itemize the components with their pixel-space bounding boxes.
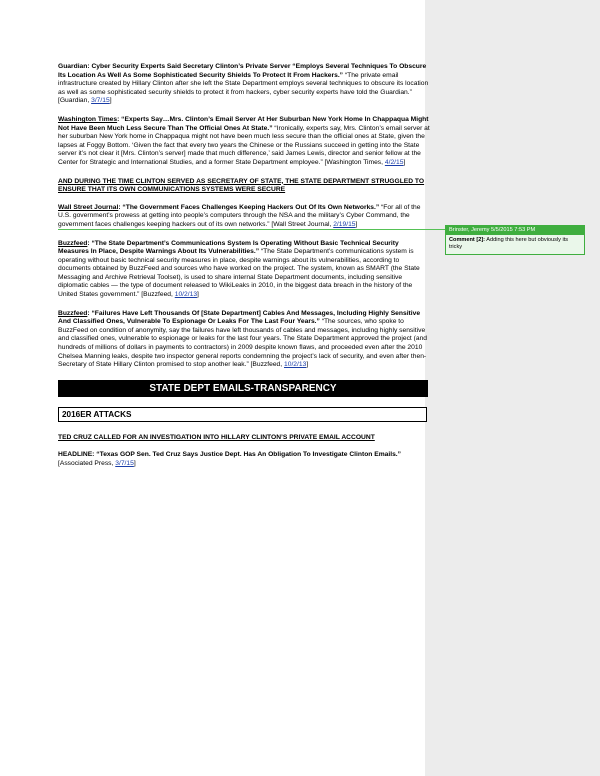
article-headline: “Experts Say…Mrs. Clinton’s Email Server At Her Suburban New York Home In Chappaqua Might Not Have Been Much Less Secure Than The Official Ones At State.” (58, 115, 429, 132)
headline-label: HEADLINE: (58, 451, 95, 459)
article-body: “For all of the U.S. government’s prowess at getting into people’s computers through the NSA and the military’s Cyber Command, the government faces challenges keeping hackers out of its own networks.” [Wall Street Journal, (58, 203, 421, 228)
article-source: Wall Street Journal (58, 203, 119, 211)
article-headline: “The Government Faces Challenges Keeping Hackers Out Of Its Own Networks.” (122, 203, 380, 211)
comment-author-time: Brinster, Jeremy 5/5/2015 7:53 PM (446, 226, 584, 235)
comment-connector-line (58, 229, 445, 230)
article-buzzfeed-2: Buzzfeed: “Failures Have Left Thousands Of [State Department] Cables And Messages, Including Highly Sensitive And Classified Ones, Vulnerable To Espionage Or Leaks For The Last Four Years.” “The sources, who spoke to BuzzFeed on condition of anonymity, say the failures have left thousands of cables and messages, including highly sensitive and classified ones, vulnerable to espionage or leaks for the last four years. The State Department approved the project (and hundreds of millions of dollars in payments to contractors) in 2009 despite known flaws, and proceeded even after the 2010 Chelsea Manning leaks, despite two inspector general reports condemning the project’s lack of security, and even after then-Secretary of State Hillary Clinton promised to stop another leak.” [Buzzfeed, 10/2/13] (58, 309, 428, 369)
article-source: Buzzfeed (58, 309, 88, 317)
article-body: “Ironically, experts say, Mrs. Clinton’s email server at her suburban New York home in Chappaqua might not have been much less secure than the official ones at State, given the lapses at Foggy Bottom. ‘Given the fact that every two years the Chinese or the Russians succeed in getting into the State server it’s not clear it [Mrs. Clinton’s server] made that much difference,’ said James Lewis, director and senior fellow at the Center for Strategic and International Studies, and a former State Department employee.” [Washington Times, (58, 124, 430, 166)
article-date-link[interactable]: 2/19/15 (333, 220, 356, 228)
comment-margin-pane (425, 0, 600, 776)
subsection-banner: 2016ER ATTACKS (58, 407, 427, 422)
article-source: Buzzfeed (58, 239, 88, 247)
comment-body (446, 235, 584, 254)
article-wsj: Wall Street Journal: “The Government Faces Challenges Keeping Hackers Out Of Its Own Networks.” “For all of the U.S. government’s prowess at getting into people’s computers through the NSA and the military’s Cyber Command, the government faces challenges keeping hackers out of its own networks.” [Wall Street Journal, 2/19/15] (58, 203, 421, 228)
subsection-heading: TED CRUZ CALLED FOR AN INVESTIGATION INTO HILLARY CLINTON’S PRIVATE EMAIL ACCOUNT (58, 433, 375, 441)
article-body: “The sources, who spoke to BuzzFeed on condition of anonymity, say the failures have left thousands of cables and messages, including highly sensitive and classified ones, vulnerable to espionage or leaks for the last four years. The State Department approved the project (and hundreds of millions of dollars in payments to contractors) in 2009 despite known flaws, and proceeded even after the 2010 Chelsea Manning leaks, despite two inspector general reports condemning the project’s lack of security, and even after then-Secretary of State Hillary Clinton promised to stop another leak.” [Buzzfeed, (58, 318, 428, 369)
headline-date-link[interactable]: 3/7/15 (115, 460, 134, 467)
article-body: “The State Department’s communications system is operating without basic technical security measures in place, despite warnings about its vulnerabilities, according to documents obtained by BuzzFeed and sources who have worked on the project. The system, known as SMART (the State Messaging and Archive Retrieval Toolset), is used to share internal State Department documents, including sensitive diplomatic cables — the type of document released to WikiLeaks in 2010, in the biggest data breach in the history of the United States government.” [Buzzfeed, (58, 248, 420, 299)
article-washington-times: Washington Times: “Experts Say…Mrs. Clinton’s Email Server At Her Suburban New York Home In Chappaqua Might Not Have Been Much Less Secure Than The Official Ones At State.” “Ironically, experts say, Mrs. Clinton’s email server at her suburban New York home in Chappaqua might not have been much less secure than the official ones at State, given the lapses at Foggy Bottom. ‘Given the fact that every two years the Chinese or the Russians succeed in getting into the State server it’s not clear it [Mrs. Clinton’s server] made that much difference,’ said James Lewis, director and senior fellow at the Center for Strategic and International Studies, and a former State Department employee.” [Washington Times, 4/2/15] (58, 115, 430, 166)
article-guardian: Guardian: Cyber Security Experts Said Secretary Clinton’s Private Server “Employs Several Techniques To Obscure Its Location As Well As Some Sophisticated Security Shields To Protect It From Hackers.” “The private email infrastructure created by Hillary Clinton after she left the State Department employs several techniques to obscure its location as well as some sophisticated security shields to protect it from hackers, cyber security experts have told the Guardian.” [Guardian, 3/7/15] (58, 63, 429, 105)
comment-text: Adding this here but obviously its tricky (449, 237, 569, 250)
article-headline: Cyber Security Experts Said Secretary Clinton’s Private Server “Employs Several Techniques To Obscure Its Location As Well As Some Sophisticated Security Shields To Protect It From Hackers.” (58, 63, 427, 79)
article-headline: “Failures Have Left Thousands Of [State Department] Cables And Messages, Including Highly Sensitive And Classified Ones, Vulnerable To Espionage Or Leaks For The Last Four Years.” (58, 309, 421, 326)
document-page (58, 63, 430, 479)
article-source: Washington Times (58, 115, 118, 123)
article-date-link[interactable]: 3/7/15 (91, 97, 110, 105)
comment-label: Comment [2]: (449, 237, 486, 243)
article-body: “The private email infrastructure created by Hillary Clinton after she left the State Department employs several techniques to obscure its location as well as some sophisticated security shields to protect it from hackers, cyber security experts have told the Guardian.” [Guardian, (58, 71, 429, 105)
article-date-link[interactable]: 10/2/13 (174, 291, 198, 299)
headline-item: HEADLINE: “Texas GOP Sen. Ted Cruz Says Justice Dept. Has An Obligation To Investigate Clinton Emails.” [Associated Press, 3/7/15] (58, 451, 401, 467)
article-date-link[interactable]: 4/2/15 (384, 158, 404, 166)
headline-text: “Texas GOP Sen. Ted Cruz Says Justice Dept. Has An Obligation To Investigate Clinton Emails.” (96, 451, 401, 459)
article-headline: “The State Department’s Communications System Is Operating Without Basic Technical Security Measures In Place, Despite Warnings About Its Vulnerabilities.” (58, 239, 399, 256)
section-banner: STATE DEPT EMAILS-TRANSPARENCY (58, 380, 428, 397)
article-date-link[interactable]: 10/2/13 (284, 361, 307, 369)
section-heading: AND DURING THE TIME CLINTON SERVED AS SECRETARY OF STATE, THE STATE DEPARTMENT STRUGGLED TO ENSURE THAT ITS OWN COMMUNICATIONS SYSTEMS WERE SECURE (58, 177, 425, 194)
comment-bubble[interactable] (445, 225, 585, 255)
article-buzzfeed-1: Buzzfeed: “The State Department’s Communications System Is Operating Without Basic Technical Security Measures In Place, Despite Warnings About Its Vulnerabilities.” “The State Department’s communications system is operating without basic technical security measures in place, despite warnings about its vulnerabilities, according to documents obtained by BuzzFeed and sources who have worked on the project. The system, known as SMART (the State Messaging and Archive Retrieval Toolset), is used to share internal State Department documents, including sensitive diplomatic cables — the type of document released to WikiLeaks in 2010, in the biggest data breach in the history of the United States government.” [Buzzfeed, 10/2/13] (58, 239, 420, 299)
article-source: Guardian (58, 63, 88, 70)
